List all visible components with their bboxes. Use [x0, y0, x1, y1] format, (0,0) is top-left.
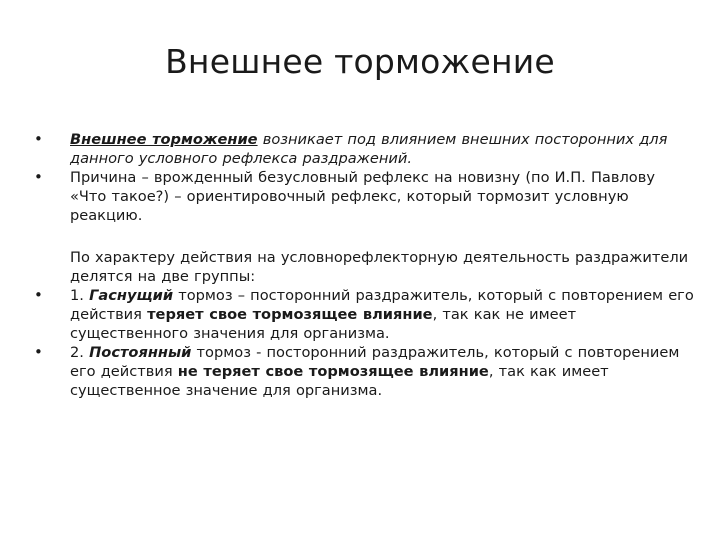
bullet-cause [34, 168, 694, 225]
bullet-prefix: 2. [70, 344, 90, 361]
bullet-text-end: , так как не имеет существенного значения для организма. [70, 306, 577, 342]
bold-phrase: теряет свое тормозящее влияние [147, 306, 433, 323]
bullet-fading-brake [34, 286, 694, 343]
term-external-inhibition: Внешнее торможение [70, 131, 258, 148]
intro-paragraph [34, 248, 694, 286]
bullet-text: Причина – врожденный безусловный рефлекс на новизну (по И.П. Павлову «Что такое?) – ориентировочный рефлекс, который тормозит условную реакцию. [70, 169, 655, 224]
bullet-external-inhibition [34, 130, 694, 168]
bullet-prefix: 1. [70, 287, 90, 304]
intro-text: По характеру действия на условнорефлекторную деятельность раздражители делятся на две группы: [70, 249, 689, 285]
slide-content [34, 130, 694, 400]
slide-title: Внешнее торможение [165, 42, 555, 81]
term-constant: Постоянный [89, 344, 192, 361]
bullet-constant-brake [34, 343, 694, 400]
term-fading: Гаснущий [89, 287, 174, 304]
bold-phrase: не теряет свое тормозящее влияние [177, 363, 489, 380]
bullet-text: тормоз – посторонний раздражитель, который с повторением его действия [70, 287, 694, 323]
bullet-text-end: , так как имеет существенное значение для организма. [70, 363, 609, 399]
bullet-text: возникает под влиянием внешних посторонних для данного условного рефлекса раздражений. [70, 131, 668, 167]
bullet-text: тормоз - посторонний раздражитель, который с повторением его действия [70, 344, 680, 380]
